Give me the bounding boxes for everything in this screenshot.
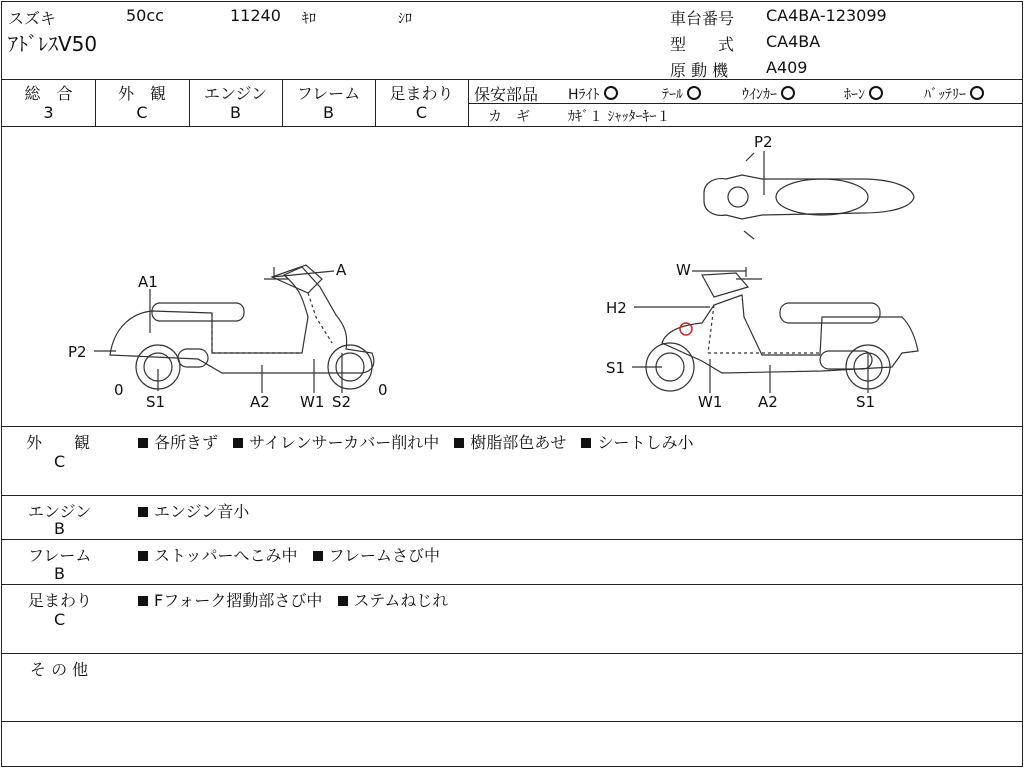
exterior-grade: C [136,103,148,122]
label-zero-right: 0 [378,381,388,399]
safety-item-headlight: Hﾗｲﾄ [568,84,618,104]
engine-value: A409 [766,58,808,77]
label-S2-left: S2 [332,393,352,411]
suspension-grade: C [415,103,428,122]
label-S1b-right: S1 [856,393,876,411]
exterior-label: 外 観 [117,84,166,103]
label-zero-left: 0 [114,381,124,399]
note-exterior-items [138,430,704,453]
bullet-icon [233,438,243,448]
key-value: ｶｷﾞ１ ｼｬｯﾀｰｷｰ１ [568,109,671,125]
bullet-icon [454,438,464,448]
label-A: A [336,261,347,279]
safety-item-horn: ﾎｰﾝ [844,84,883,104]
safety-item-battery: ﾊﾞｯﾃﾘｰ [924,84,984,104]
engine-grade: B [230,103,241,122]
mileage-unit: ｷﾛ [302,11,316,27]
bullet-icon [581,438,591,448]
maker: スズキ [8,9,57,28]
frame-grade: B [323,103,334,122]
bullet-icon [138,507,148,517]
engine-label: 原 動 機 [670,61,729,80]
label-S1-left: S1 [146,393,166,411]
ok-circle-icon [781,86,795,100]
frame-no-label: 車台番号 [670,9,735,28]
engine-grade-label: エンジン [203,84,268,103]
label-P2-left: P2 [68,343,87,361]
note-item: 各所きず [138,433,218,452]
bullet-icon [138,551,148,561]
scooter-diagram [2,127,1022,425]
label-A2-right: A2 [758,393,778,411]
label-A2-left: A2 [250,393,270,411]
label-P2-top: P2 [754,133,773,151]
damage-marker-icon [680,323,692,335]
scooter-right-side [646,267,918,391]
bullet-icon [313,551,323,561]
bullet-icon [138,596,148,606]
note-item: エンジン音小 [138,502,249,521]
safety-label: 保安部品 [474,85,539,104]
inspection-sheet [1,1,1023,767]
note-item: ステムねじれ [338,591,449,610]
overall-label: 総 合 [24,84,73,103]
note-item: ストッパーへこみ中 [138,546,298,565]
suspension-grade-label: 足まわり [389,84,454,103]
overall-grade: 3 [43,103,54,122]
note-exterior-label: 外 観 [26,433,91,452]
note-item: Fフォーク摺動部さび中 [138,591,322,610]
note-engine-grade: B [54,519,65,538]
safety-item-winker: ｳｲﾝｶｰ [742,84,795,104]
ok-circle-icon [869,86,883,100]
note-suspension-grade: C [54,610,66,629]
label-S1-right: S1 [606,359,626,377]
label-A1: A1 [138,273,158,291]
note-engine-items [138,499,259,522]
note-frame-grade: B [54,564,65,583]
displacement: 50cc [126,6,164,25]
key-label: カ ギ [488,109,530,125]
bullet-icon [138,438,148,448]
note-item: サイレンサーカバー削れ中 [233,433,439,452]
note-exterior-grade: C [54,452,66,471]
note-item: シートしみ小 [581,433,693,452]
ok-circle-icon [604,86,618,100]
note-item: フレームさび中 [313,546,440,565]
label-W1-right: W1 [698,393,723,411]
note-item: 樹脂部色あせ [454,433,566,452]
bullet-icon [338,596,348,606]
mileage: 11240 [230,6,281,25]
label-W-right: W [676,261,691,279]
note-frame-label: フレーム [28,546,92,565]
type-value: CA4BA [766,32,821,51]
frame-grade-label: フレーム [296,84,361,103]
label-W1-left: W1 [300,393,325,411]
frame-no: CA4BA-123099 [766,6,887,25]
color: ｼﾛ [398,11,412,27]
note-suspension-label: 足まわり [28,591,93,610]
scooter-top-view [704,153,914,239]
note-frame-items [138,543,450,566]
model-name: ｱﾄﾞﾚｽV50 [8,32,98,56]
note-other-label: そ の 他 [30,660,89,679]
label-H2-right: H2 [606,299,627,317]
type-label: 型 式 [670,35,735,54]
note-suspension-items [138,588,458,611]
ok-circle-icon [687,86,701,100]
safety-item-tail: ﾃｰﾙ [662,84,701,104]
note-engine-label: エンジン [28,502,92,521]
ok-circle-icon [970,86,984,100]
